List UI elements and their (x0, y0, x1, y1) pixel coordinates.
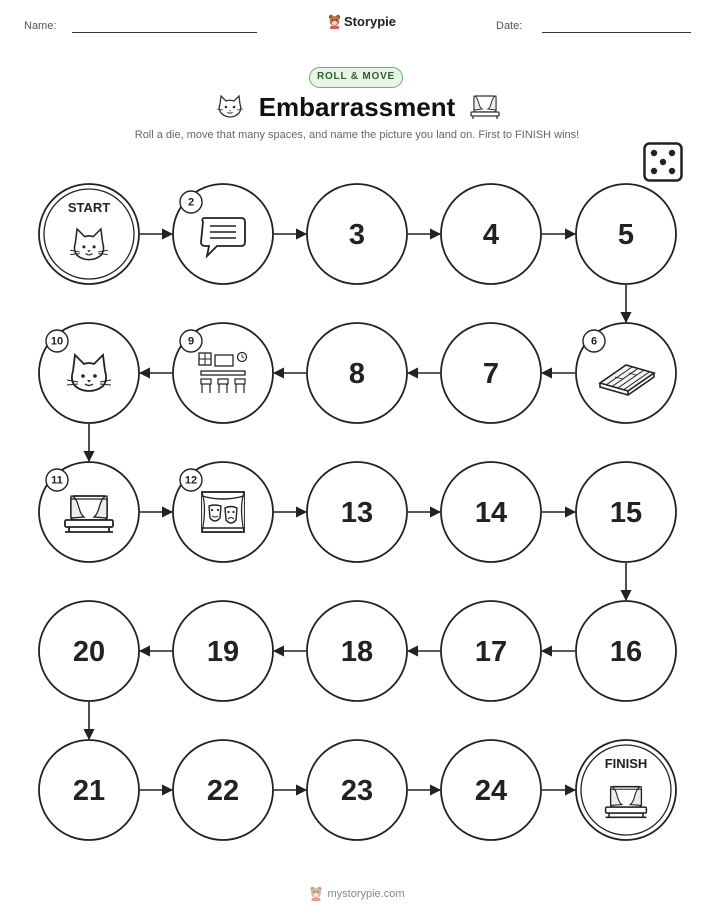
space-number: 23 (340, 775, 374, 807)
stage-icon (65, 496, 113, 532)
space-number: 13 (340, 497, 374, 529)
board-space (39, 740, 139, 840)
space-number: 2 (187, 196, 195, 209)
board-space (576, 462, 676, 562)
board-space (307, 740, 407, 840)
board-space (307, 184, 407, 284)
game-type-badge: ROLL & MOVE (309, 67, 403, 88)
footer (0, 886, 714, 901)
space-number: 19 (206, 636, 240, 668)
finish-label: FINISH (604, 756, 648, 771)
space-number: 24 (474, 775, 508, 807)
board-space (441, 740, 541, 840)
finish-space (576, 740, 676, 840)
space-number: 3 (348, 219, 366, 251)
space-number: 12 (184, 474, 198, 487)
start-space (39, 184, 139, 284)
board-space (576, 323, 676, 423)
board-space (307, 462, 407, 562)
space-number: 7 (482, 358, 500, 390)
space-number: 16 (609, 636, 643, 668)
page-title: Embarrassment (258, 92, 456, 122)
board-space (39, 601, 139, 701)
space-number: 10 (50, 335, 64, 348)
board-space (39, 323, 139, 423)
space-number: 8 (348, 358, 366, 390)
instructions: Roll a die, move that many spaces, and name the picture you land on. First to FINISH wins! (134, 129, 580, 141)
board-space (441, 601, 541, 701)
board-space (307, 601, 407, 701)
space-number: 15 (609, 497, 643, 529)
board-space (173, 740, 273, 840)
space-number: 11 (51, 474, 63, 487)
start-label: START (67, 200, 111, 215)
space-number: 4 (482, 219, 500, 251)
board-space (307, 323, 407, 423)
board-space (441, 462, 541, 562)
board-space (441, 323, 541, 423)
bear-mascot-icon (309, 886, 323, 901)
space-number: 5 (617, 219, 635, 251)
board-space (441, 184, 541, 284)
name-label: Name: (24, 20, 57, 32)
date-label: Date: (496, 20, 523, 32)
space-number: 17 (474, 636, 508, 668)
board-space (39, 462, 139, 562)
space-number: 9 (187, 335, 195, 348)
board-space (576, 184, 676, 284)
footer-site[interactable]: mystorypie.com (327, 887, 405, 900)
stage-icon (606, 787, 647, 818)
board-space (173, 462, 273, 562)
board-space (173, 601, 273, 701)
space-number: 22 (206, 775, 240, 807)
board-space (576, 601, 676, 701)
space-circle (39, 184, 139, 284)
space-number: 14 (474, 497, 508, 529)
space-number: 21 (72, 775, 106, 807)
space-number: 20 (72, 636, 106, 668)
space-number: 18 (340, 636, 374, 668)
board-space (173, 323, 273, 423)
theater-masks-icon (202, 492, 244, 532)
space-number: 6 (590, 335, 598, 348)
board-space (173, 184, 273, 284)
brand-name: Storypie (344, 14, 397, 29)
